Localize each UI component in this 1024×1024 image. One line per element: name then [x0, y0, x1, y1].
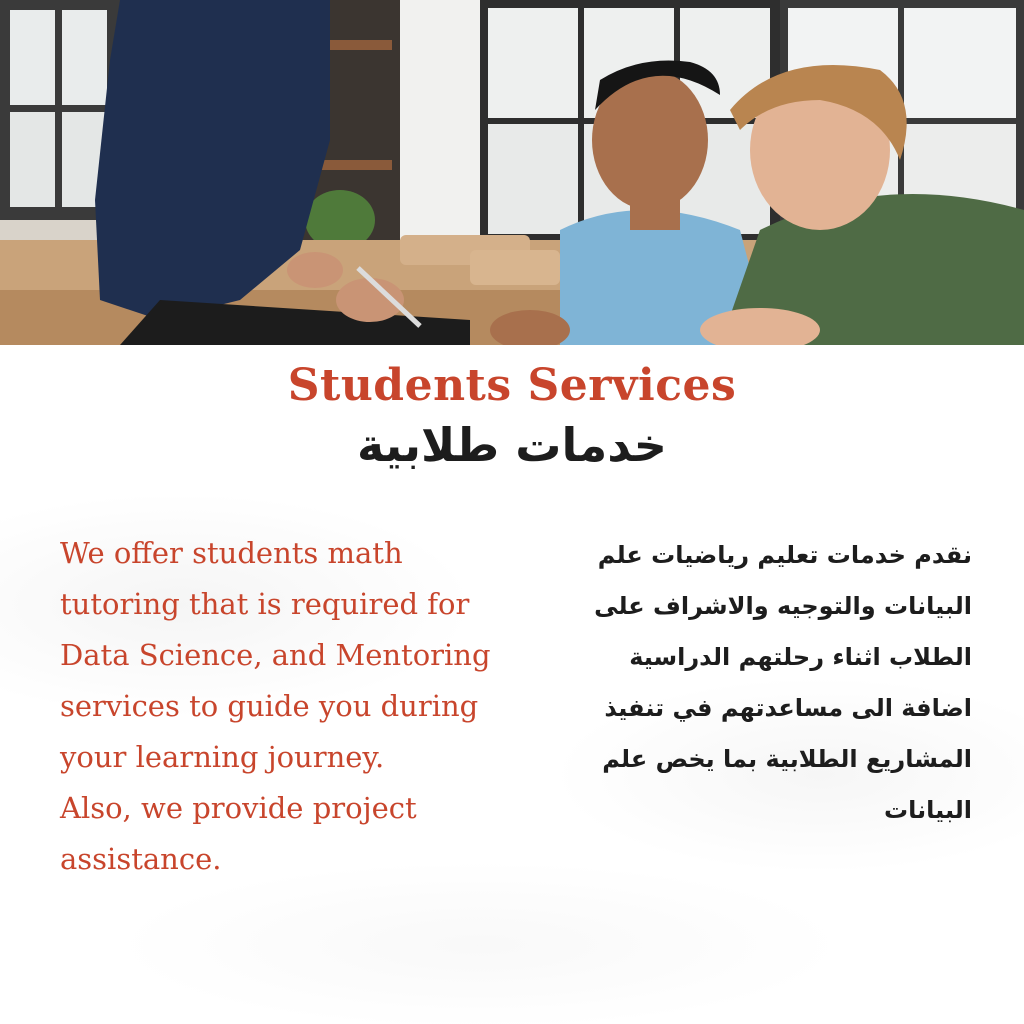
description-arabic: نقدم خدمات تعليم رياضيات علم البيانات والتوجيه والاشراف على الطلاب اثناء رحلتهم الدراسية اضافة الى مساعدتهم في تنفيذ المشاريع الطلابية بما يخص علم البيانات	[594, 541, 972, 824]
page-title-arabic: خدمات طلابية	[357, 418, 667, 472]
page-title-english: Students Services	[287, 360, 737, 411]
description-english-paragraph-1: We offer students math tutoring that is required for Data Science, and Mentoring services to guide you during your learning journey.	[60, 536, 491, 774]
description-english-paragraph-2: Also, we provide project assistance.	[60, 791, 417, 876]
hero-photo-illustration	[0, 0, 1024, 345]
hero-photo	[0, 0, 1024, 345]
description-english	[60, 528, 530, 885]
